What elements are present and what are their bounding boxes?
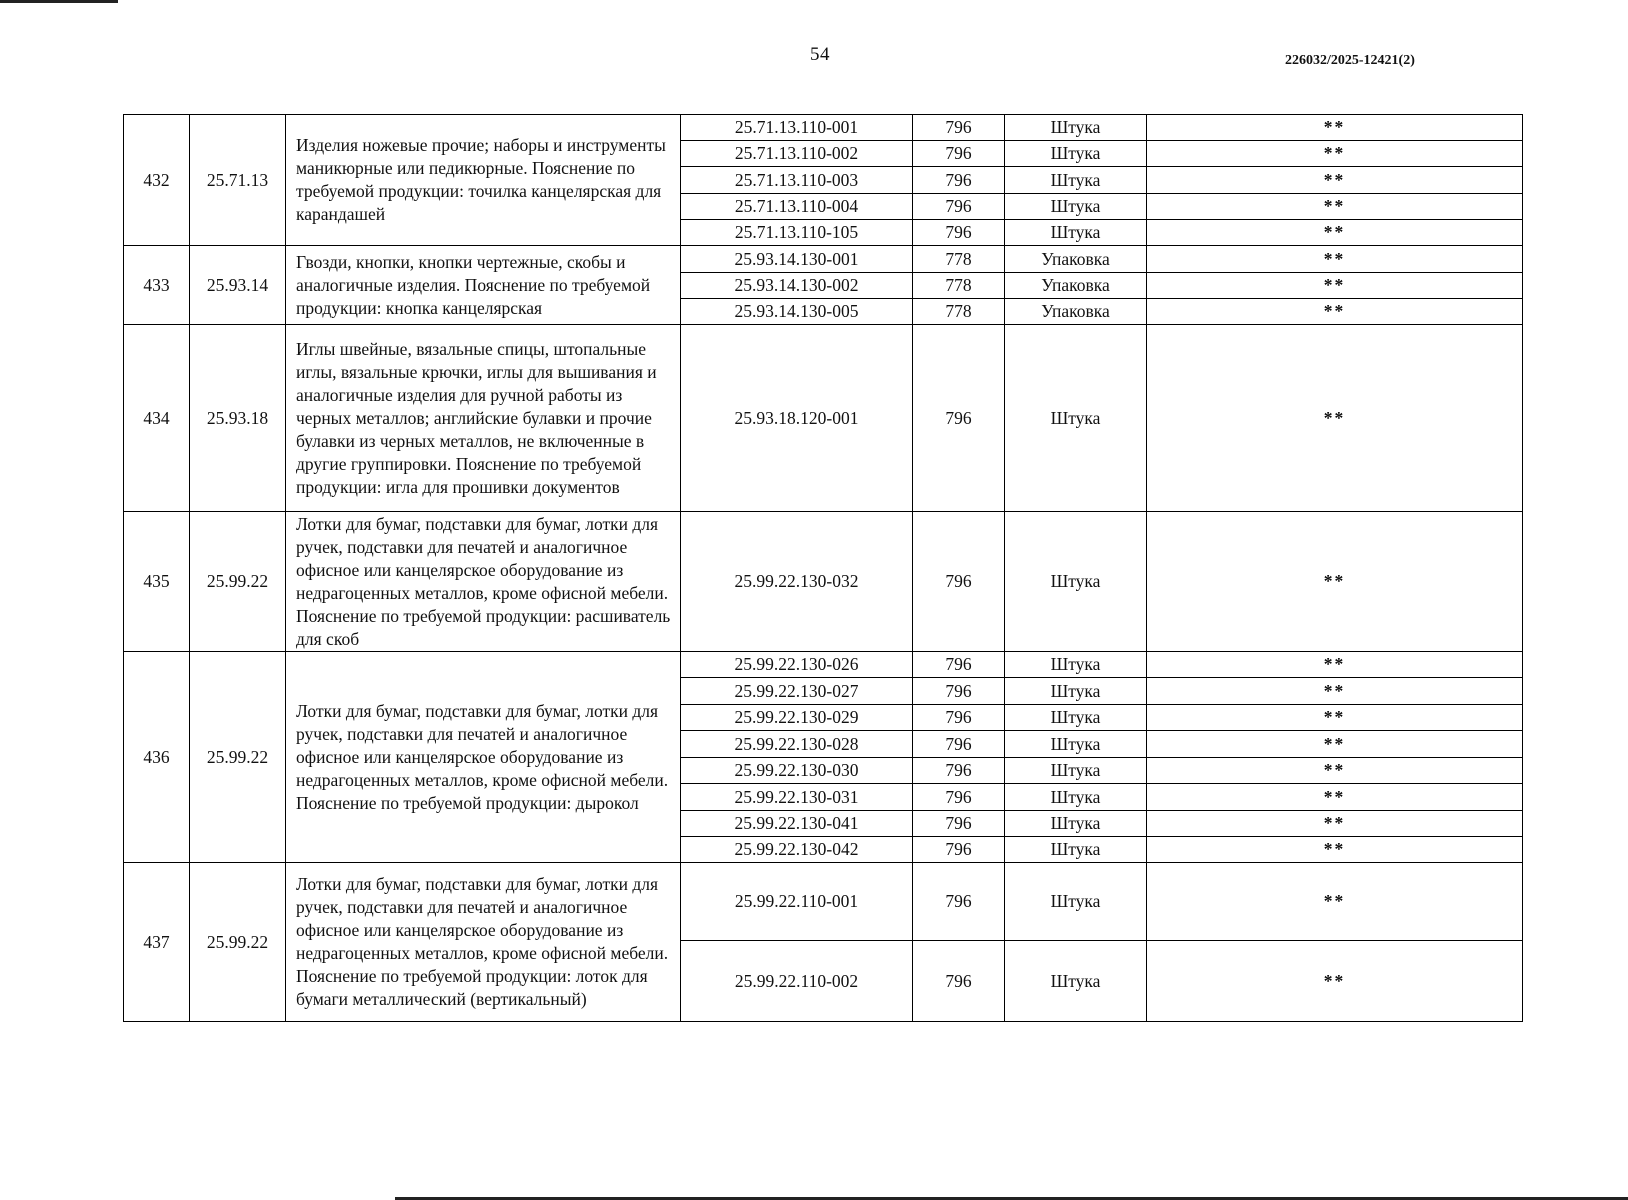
unit-code-cell: 778 bbox=[913, 273, 1005, 299]
mark-cell: ** bbox=[1147, 941, 1523, 1022]
mark-cell: ** bbox=[1147, 705, 1523, 731]
ktru-code-cell: 25.71.13.110-003 bbox=[681, 167, 913, 194]
description-cell: Изделия ножевые прочие; наборы и инструменты маникюрные или педикюрные. Пояснение по требуемой продукции: точилка канцелярская для карандашей bbox=[286, 115, 681, 246]
mark-cell: ** bbox=[1147, 220, 1523, 246]
unit-code-cell: 796 bbox=[913, 512, 1005, 652]
mark-cell: ** bbox=[1147, 273, 1523, 299]
unit-code-cell: 796 bbox=[913, 220, 1005, 246]
table-row bbox=[124, 115, 1523, 141]
unit-code-cell: 796 bbox=[913, 141, 1005, 167]
ktru-code-cell: 25.99.22.130-026 bbox=[681, 652, 913, 678]
ktru-code-cell: 25.99.22.130-032 bbox=[681, 512, 913, 652]
ktru-code-cell: 25.71.13.110-004 bbox=[681, 194, 913, 220]
unit-code-cell: 796 bbox=[913, 325, 1005, 512]
ktru-code-cell: 25.99.22.130-042 bbox=[681, 837, 913, 863]
ktru-code-cell: 25.71.13.110-002 bbox=[681, 141, 913, 167]
mark-cell: ** bbox=[1147, 837, 1523, 863]
ktru-code-cell: 25.93.14.130-001 bbox=[681, 246, 913, 273]
table-row bbox=[124, 246, 1523, 273]
okpd-code-cell: 25.99.22 bbox=[190, 652, 286, 863]
unit-name-cell: Упаковка bbox=[1005, 273, 1147, 299]
products-table bbox=[123, 114, 1523, 1022]
unit-name-cell: Штука bbox=[1005, 784, 1147, 811]
unit-name-cell: Штука bbox=[1005, 325, 1147, 512]
mark-cell: ** bbox=[1147, 167, 1523, 194]
unit-code-cell: 796 bbox=[913, 731, 1005, 758]
okpd-code-cell: 25.93.14 bbox=[190, 246, 286, 325]
unit-name-cell: Штука bbox=[1005, 731, 1147, 758]
description-cell: Иглы швейные, вязальные спицы, штопальные иглы, вязальные крючки, иглы для вышивания и аналогичные изделия для ручной работы из черных металлов; английские булавки и прочие булавки из черных металлов, не включенные в другие группировки. Пояснение по требуемой продукции: игла для прошивки документов bbox=[286, 325, 681, 512]
table-row bbox=[124, 863, 1523, 941]
unit-name-cell: Штука bbox=[1005, 837, 1147, 863]
ktru-code-cell: 25.71.13.110-105 bbox=[681, 220, 913, 246]
okpd-code-cell: 25.71.13 bbox=[190, 115, 286, 246]
description-cell: Лотки для бумаг, подставки для бумаг, лотки для ручек, подставки для печатей и аналогичное офисное или канцелярское оборудование из недрагоценных металлов, кроме офисной мебели. Пояснение по требуемой продукции: дырокол bbox=[286, 652, 681, 863]
unit-code-cell: 778 bbox=[913, 299, 1005, 325]
unit-code-cell: 796 bbox=[913, 811, 1005, 837]
unit-name-cell: Штука bbox=[1005, 705, 1147, 731]
mark-cell: ** bbox=[1147, 246, 1523, 273]
unit-code-cell: 796 bbox=[913, 115, 1005, 141]
ktru-code-cell: 25.99.22.130-029 bbox=[681, 705, 913, 731]
unit-code-cell: 796 bbox=[913, 678, 1005, 705]
mark-cell: ** bbox=[1147, 325, 1523, 512]
unit-code-cell: 778 bbox=[913, 246, 1005, 273]
description-cell: Лотки для бумаг, подставки для бумаг, лотки для ручек, подставки для печатей и аналогичное офисное или канцелярское оборудование из недрагоценных металлов, кроме офисной мебели. Пояснение по требуемой продукции: расшиватель для скоб bbox=[286, 512, 681, 652]
unit-code-cell: 796 bbox=[913, 837, 1005, 863]
ktru-code-cell: 25.99.22.130-041 bbox=[681, 811, 913, 837]
unit-name-cell: Штука bbox=[1005, 652, 1147, 678]
unit-code-cell: 796 bbox=[913, 652, 1005, 678]
mark-cell: ** bbox=[1147, 758, 1523, 784]
mark-cell: ** bbox=[1147, 784, 1523, 811]
mark-cell: ** bbox=[1147, 115, 1523, 141]
mark-cell: ** bbox=[1147, 512, 1523, 652]
okpd-code-cell: 25.99.22 bbox=[190, 512, 286, 652]
row-number-cell: 433 bbox=[124, 246, 190, 325]
description-cell: Гвозди, кнопки, кнопки чертежные, скобы и аналогичные изделия. Пояснение по требуемой продукции: кнопка канцелярская bbox=[286, 246, 681, 325]
row-number-cell: 434 bbox=[124, 325, 190, 512]
ktru-code-cell: 25.93.18.120-001 bbox=[681, 325, 913, 512]
row-number-cell: 432 bbox=[124, 115, 190, 246]
unit-name-cell: Штука bbox=[1005, 115, 1147, 141]
ktru-code-cell: 25.99.22.130-027 bbox=[681, 678, 913, 705]
table-row bbox=[124, 325, 1523, 512]
unit-code-cell: 796 bbox=[913, 167, 1005, 194]
unit-name-cell: Штука bbox=[1005, 811, 1147, 837]
page-number: 54 bbox=[810, 44, 830, 65]
mark-cell: ** bbox=[1147, 194, 1523, 220]
unit-code-cell: 796 bbox=[913, 758, 1005, 784]
unit-name-cell: Упаковка bbox=[1005, 246, 1147, 273]
mark-cell: ** bbox=[1147, 678, 1523, 705]
unit-name-cell: Штука bbox=[1005, 941, 1147, 1022]
mark-cell: ** bbox=[1147, 863, 1523, 941]
table-row bbox=[124, 652, 1523, 678]
ktru-code-cell: 25.99.22.130-030 bbox=[681, 758, 913, 784]
mark-cell: ** bbox=[1147, 299, 1523, 325]
description-cell: Лотки для бумаг, подставки для бумаг, лотки для ручек, подставки для печатей и аналогичное офисное или канцелярское оборудование из недрагоценных металлов, кроме офисной мебели. Пояснение по требуемой продукции: лоток для бумаги металлический (вертикальный) bbox=[286, 863, 681, 1022]
unit-code-cell: 796 bbox=[913, 863, 1005, 941]
unit-name-cell: Штука bbox=[1005, 863, 1147, 941]
row-number-cell: 436 bbox=[124, 652, 190, 863]
mark-cell: ** bbox=[1147, 652, 1523, 678]
document-id: 226032/2025-12421(2) bbox=[1285, 53, 1415, 68]
ktru-code-cell: 25.99.22.110-001 bbox=[681, 863, 913, 941]
unit-name-cell: Штука bbox=[1005, 194, 1147, 220]
unit-code-cell: 796 bbox=[913, 784, 1005, 811]
row-number-cell: 437 bbox=[124, 863, 190, 1022]
mark-cell: ** bbox=[1147, 731, 1523, 758]
ktru-code-cell: 25.93.14.130-005 bbox=[681, 299, 913, 325]
unit-name-cell: Штука bbox=[1005, 512, 1147, 652]
mark-cell: ** bbox=[1147, 141, 1523, 167]
ktru-code-cell: 25.99.22.130-028 bbox=[681, 731, 913, 758]
unit-name-cell: Штука bbox=[1005, 141, 1147, 167]
okpd-code-cell: 25.99.22 bbox=[190, 863, 286, 1022]
unit-name-cell: Штука bbox=[1005, 678, 1147, 705]
unit-code-cell: 796 bbox=[913, 941, 1005, 1022]
unit-name-cell: Штука bbox=[1005, 220, 1147, 246]
mark-cell: ** bbox=[1147, 811, 1523, 837]
ktru-code-cell: 25.93.14.130-002 bbox=[681, 273, 913, 299]
ktru-code-cell: 25.99.22.110-002 bbox=[681, 941, 913, 1022]
row-number-cell: 435 bbox=[124, 512, 190, 652]
unit-name-cell: Штука bbox=[1005, 758, 1147, 784]
scan-edge-mark-top bbox=[0, 0, 118, 3]
table-row bbox=[124, 512, 1523, 652]
products-table-body bbox=[124, 115, 1523, 1022]
unit-name-cell: Штука bbox=[1005, 167, 1147, 194]
unit-code-cell: 796 bbox=[913, 705, 1005, 731]
unit-code-cell: 796 bbox=[913, 194, 1005, 220]
ktru-code-cell: 25.71.13.110-001 bbox=[681, 115, 913, 141]
unit-name-cell: Упаковка bbox=[1005, 299, 1147, 325]
okpd-code-cell: 25.93.18 bbox=[190, 325, 286, 512]
ktru-code-cell: 25.99.22.130-031 bbox=[681, 784, 913, 811]
